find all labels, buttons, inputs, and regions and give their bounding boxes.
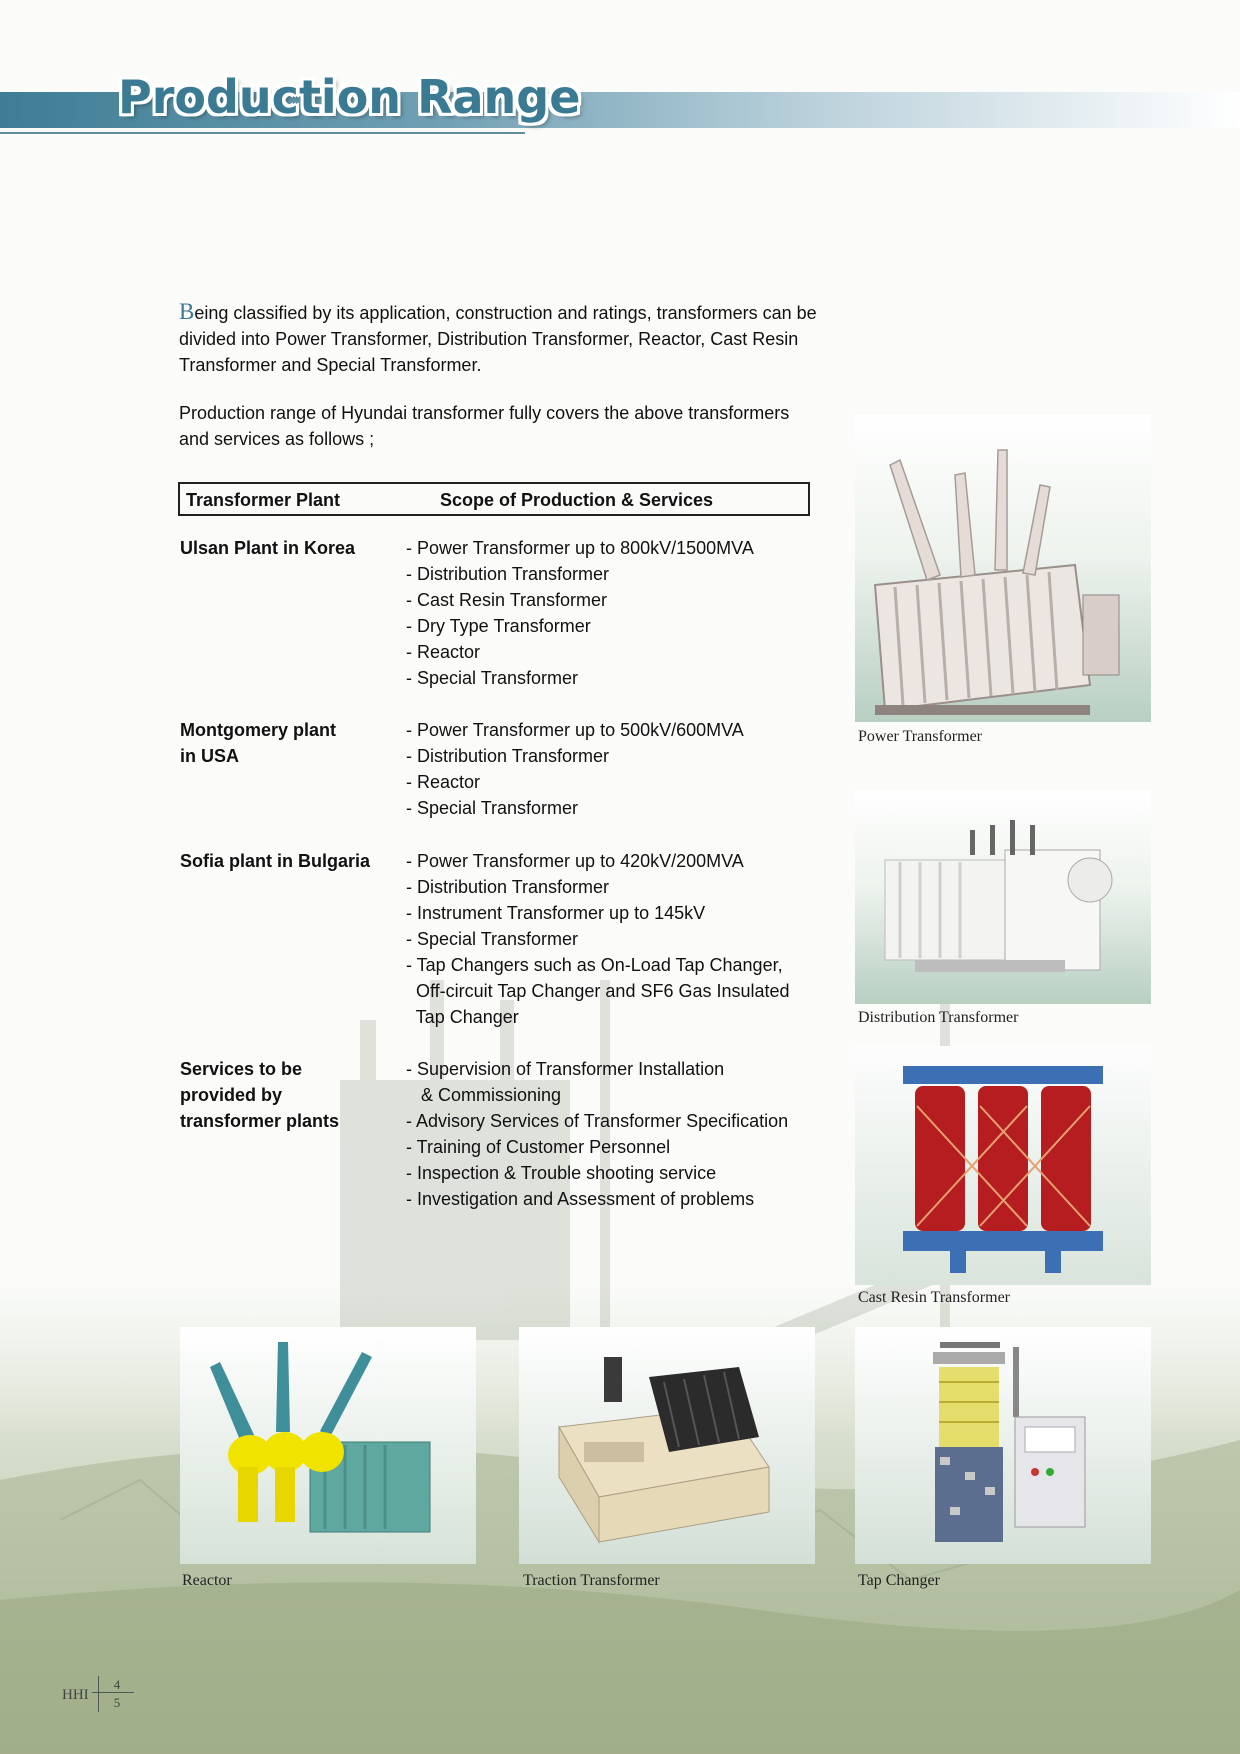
scope-item: - Investigation and Assessment of problems: [406, 1189, 755, 1209]
intro-paragraph: [179, 299, 819, 378]
caption-cast-resin-transformer: Cast Resin Transformer: [858, 1289, 1010, 1306]
plant-services: Services to be provided by transformer plants: [180, 1059, 340, 1131]
scope-list-ulsan: [406, 535, 754, 691]
tap-changer-photo: [855, 1327, 1151, 1564]
scope-item: - Power Transformer up to 800kV/1500MVA: [406, 538, 754, 558]
cast-resin-transformer-photo: [855, 1046, 1151, 1285]
scope-item: - Power Transformer up to 500kV/600MVA: [406, 720, 744, 740]
scope-list-montgomery: [406, 717, 744, 821]
distribution-transformer-photo: [855, 790, 1151, 1004]
scope-item: Tap Changer: [406, 1007, 519, 1027]
reactor-photo: [180, 1327, 476, 1564]
scope-item: & Commissioning: [406, 1085, 562, 1105]
scope-item: - Training of Customer Personnel: [406, 1137, 671, 1157]
power-transformer-photo: [855, 415, 1151, 722]
scope-item: - Distribution Transformer: [406, 877, 610, 897]
footer-brand: HHI: [62, 1687, 89, 1703]
table-header: [178, 482, 810, 516]
scope-item: - Distribution Transformer: [406, 564, 610, 584]
page-number-left: 4: [113, 1677, 121, 1692]
scope-item: - Reactor: [406, 642, 481, 662]
scope-item: - Power Transformer up to 420kV/200MVA: [406, 851, 744, 871]
scope-item: - Dry Type Transformer: [406, 616, 591, 636]
scope-item: - Advisory Services of Transformer Specification: [406, 1111, 789, 1131]
intro-paragraph-2: Production range of Hyundai transformer fully covers the above transformers and services as follows ;: [179, 403, 790, 449]
scope-item: - Inspection & Trouble shooting service: [406, 1163, 717, 1183]
scope-list-services: [406, 1056, 788, 1212]
col-header-plant: Transformer Plant: [186, 490, 341, 510]
scope-item: - Special Transformer: [406, 929, 579, 949]
drop-cap: B: [179, 299, 195, 324]
plant-montgomery: Montgomery plant in USA: [180, 720, 336, 766]
plant-sofia: Sofia plant in Bulgaria: [180, 851, 371, 871]
traction-transformer-photo: [519, 1327, 815, 1564]
scope-item: Off-circuit Tap Changer and SF6 Gas Insulated: [406, 981, 790, 1001]
page-title: Production Range: [118, 70, 581, 124]
scope-item: - Supervision of Transformer Installation: [406, 1059, 725, 1079]
scope-item: - Tap Changers such as On-Load Tap Changer,: [406, 955, 783, 975]
scope-list-sofia: [406, 848, 790, 1030]
scope-item: - Distribution Transformer: [406, 746, 610, 766]
page-number-right: 5: [113, 1695, 121, 1710]
scope-item: - Special Transformer: [406, 798, 579, 818]
scope-item: - Cast Resin Transformer: [406, 590, 608, 610]
caption-power-transformer: Power Transformer: [858, 728, 982, 745]
plant-ulsan: Ulsan Plant in Korea: [180, 538, 356, 558]
col-header-scope: Scope of Production & Services: [440, 490, 714, 510]
scope-item: - Instrument Transformer up to 145kV: [406, 903, 706, 923]
intro-text: eing classified by its application, construction and ratings, transformers can be divided into Power Transformer, Distribution Transformer, Reactor, Cast Resin Transformer and Special Transformer.: [179, 303, 817, 375]
title-underline: [0, 132, 525, 134]
caption-traction-transformer: Traction Transformer: [523, 1572, 660, 1589]
caption-reactor: Reactor: [182, 1572, 232, 1589]
caption-distribution-transformer: Distribution Transformer: [858, 1009, 1019, 1026]
caption-tap-changer: Tap Changer: [858, 1572, 940, 1589]
scope-item: - Special Transformer: [406, 668, 579, 688]
scope-item: - Reactor: [406, 772, 481, 792]
